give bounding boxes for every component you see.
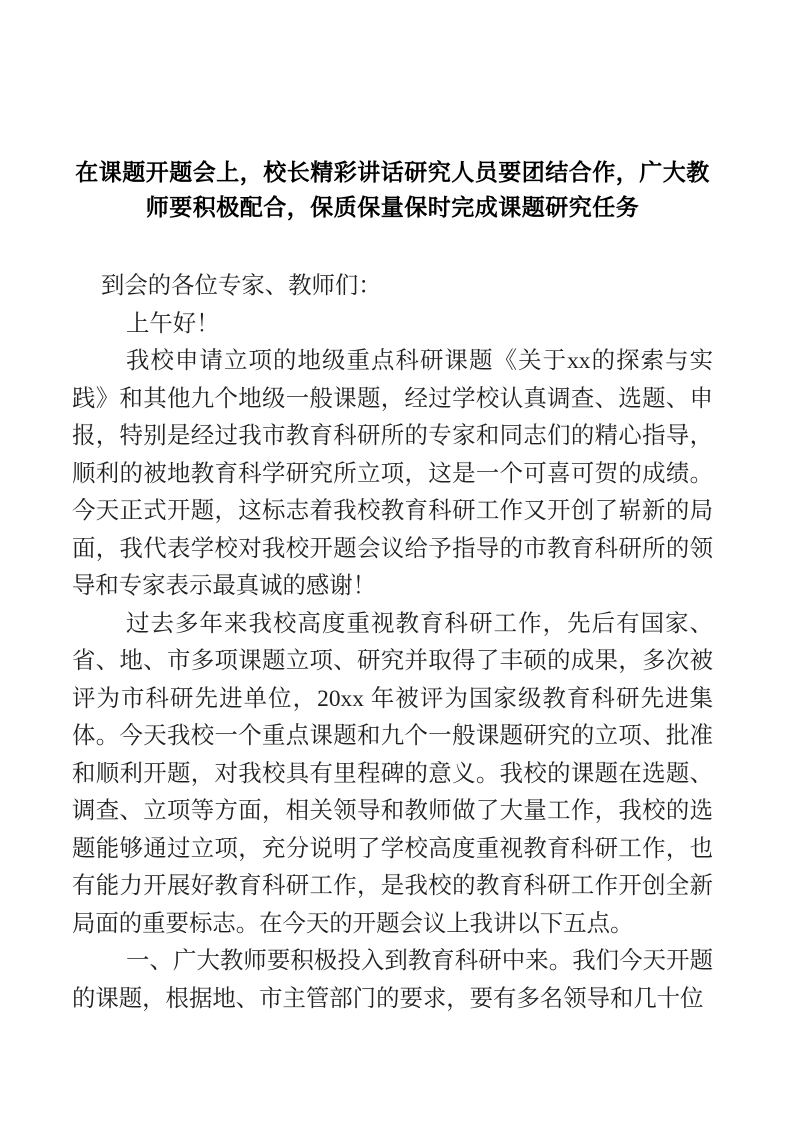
salutation: 到会的各位专家、教师们： [101, 273, 382, 299]
document-title [72, 155, 713, 225]
title-line-1: 在课题开题会上，校长精彩讲话研究人员要团结合作，广大教 [75, 159, 710, 185]
body-paragraph: 上午好！ [126, 310, 220, 337]
body-paragraph: 过去多年来我校高度重视教育科研工作，先后有国家、省、地、市多项课题立项、研究并取得了丰硕的成果，多次被评为市科研先进单位，20xx 年被评为国家级教育科研先进集体。今天我校一个重点课题和九个一般课题研究的立项、批准和顺利开题，对我校具有里程碑的意义。我校的课题在选题、调查、立项等方面，相关领导和教师做了大量工作，我校的选题能够通过立项，充分说明了学校高度重视教育科研工作，也有能力开展好教育科研工作，是我校的教育科研工作开创全新局面的重要标志。在今天的开题会议上我讲以下五点。 [72, 610, 713, 937]
document-body [72, 268, 713, 1018]
title-line-2: 师要积极配合，保质保量保时完成课题研究任务 [145, 194, 640, 220]
body-paragraph: 我校申请立项的地级重点科研课题《关于xx的探索与实践》和其他九个地级一般课题，经过学校认真调查、选题、申报，特别是经过我市教育科研所的专家和同志们的精心指导，顺利的被地教育科学研究所立项，这是一个可喜可贺的成绩。今天正式开题，这标志着我校教育科研工作又开创了崭新的局面，我代表学校对我校开题会议给予指导的市教育科研所的领导和专家表示最真诚的感谢！ [72, 348, 713, 599]
body-paragraphs [72, 306, 713, 1019]
body-paragraph: 一、广大教师要积极投入到教育科研中来。我们今天开题的课题，根据地、市主管部门的要求，要有多名领导和几十位 [72, 948, 713, 1012]
